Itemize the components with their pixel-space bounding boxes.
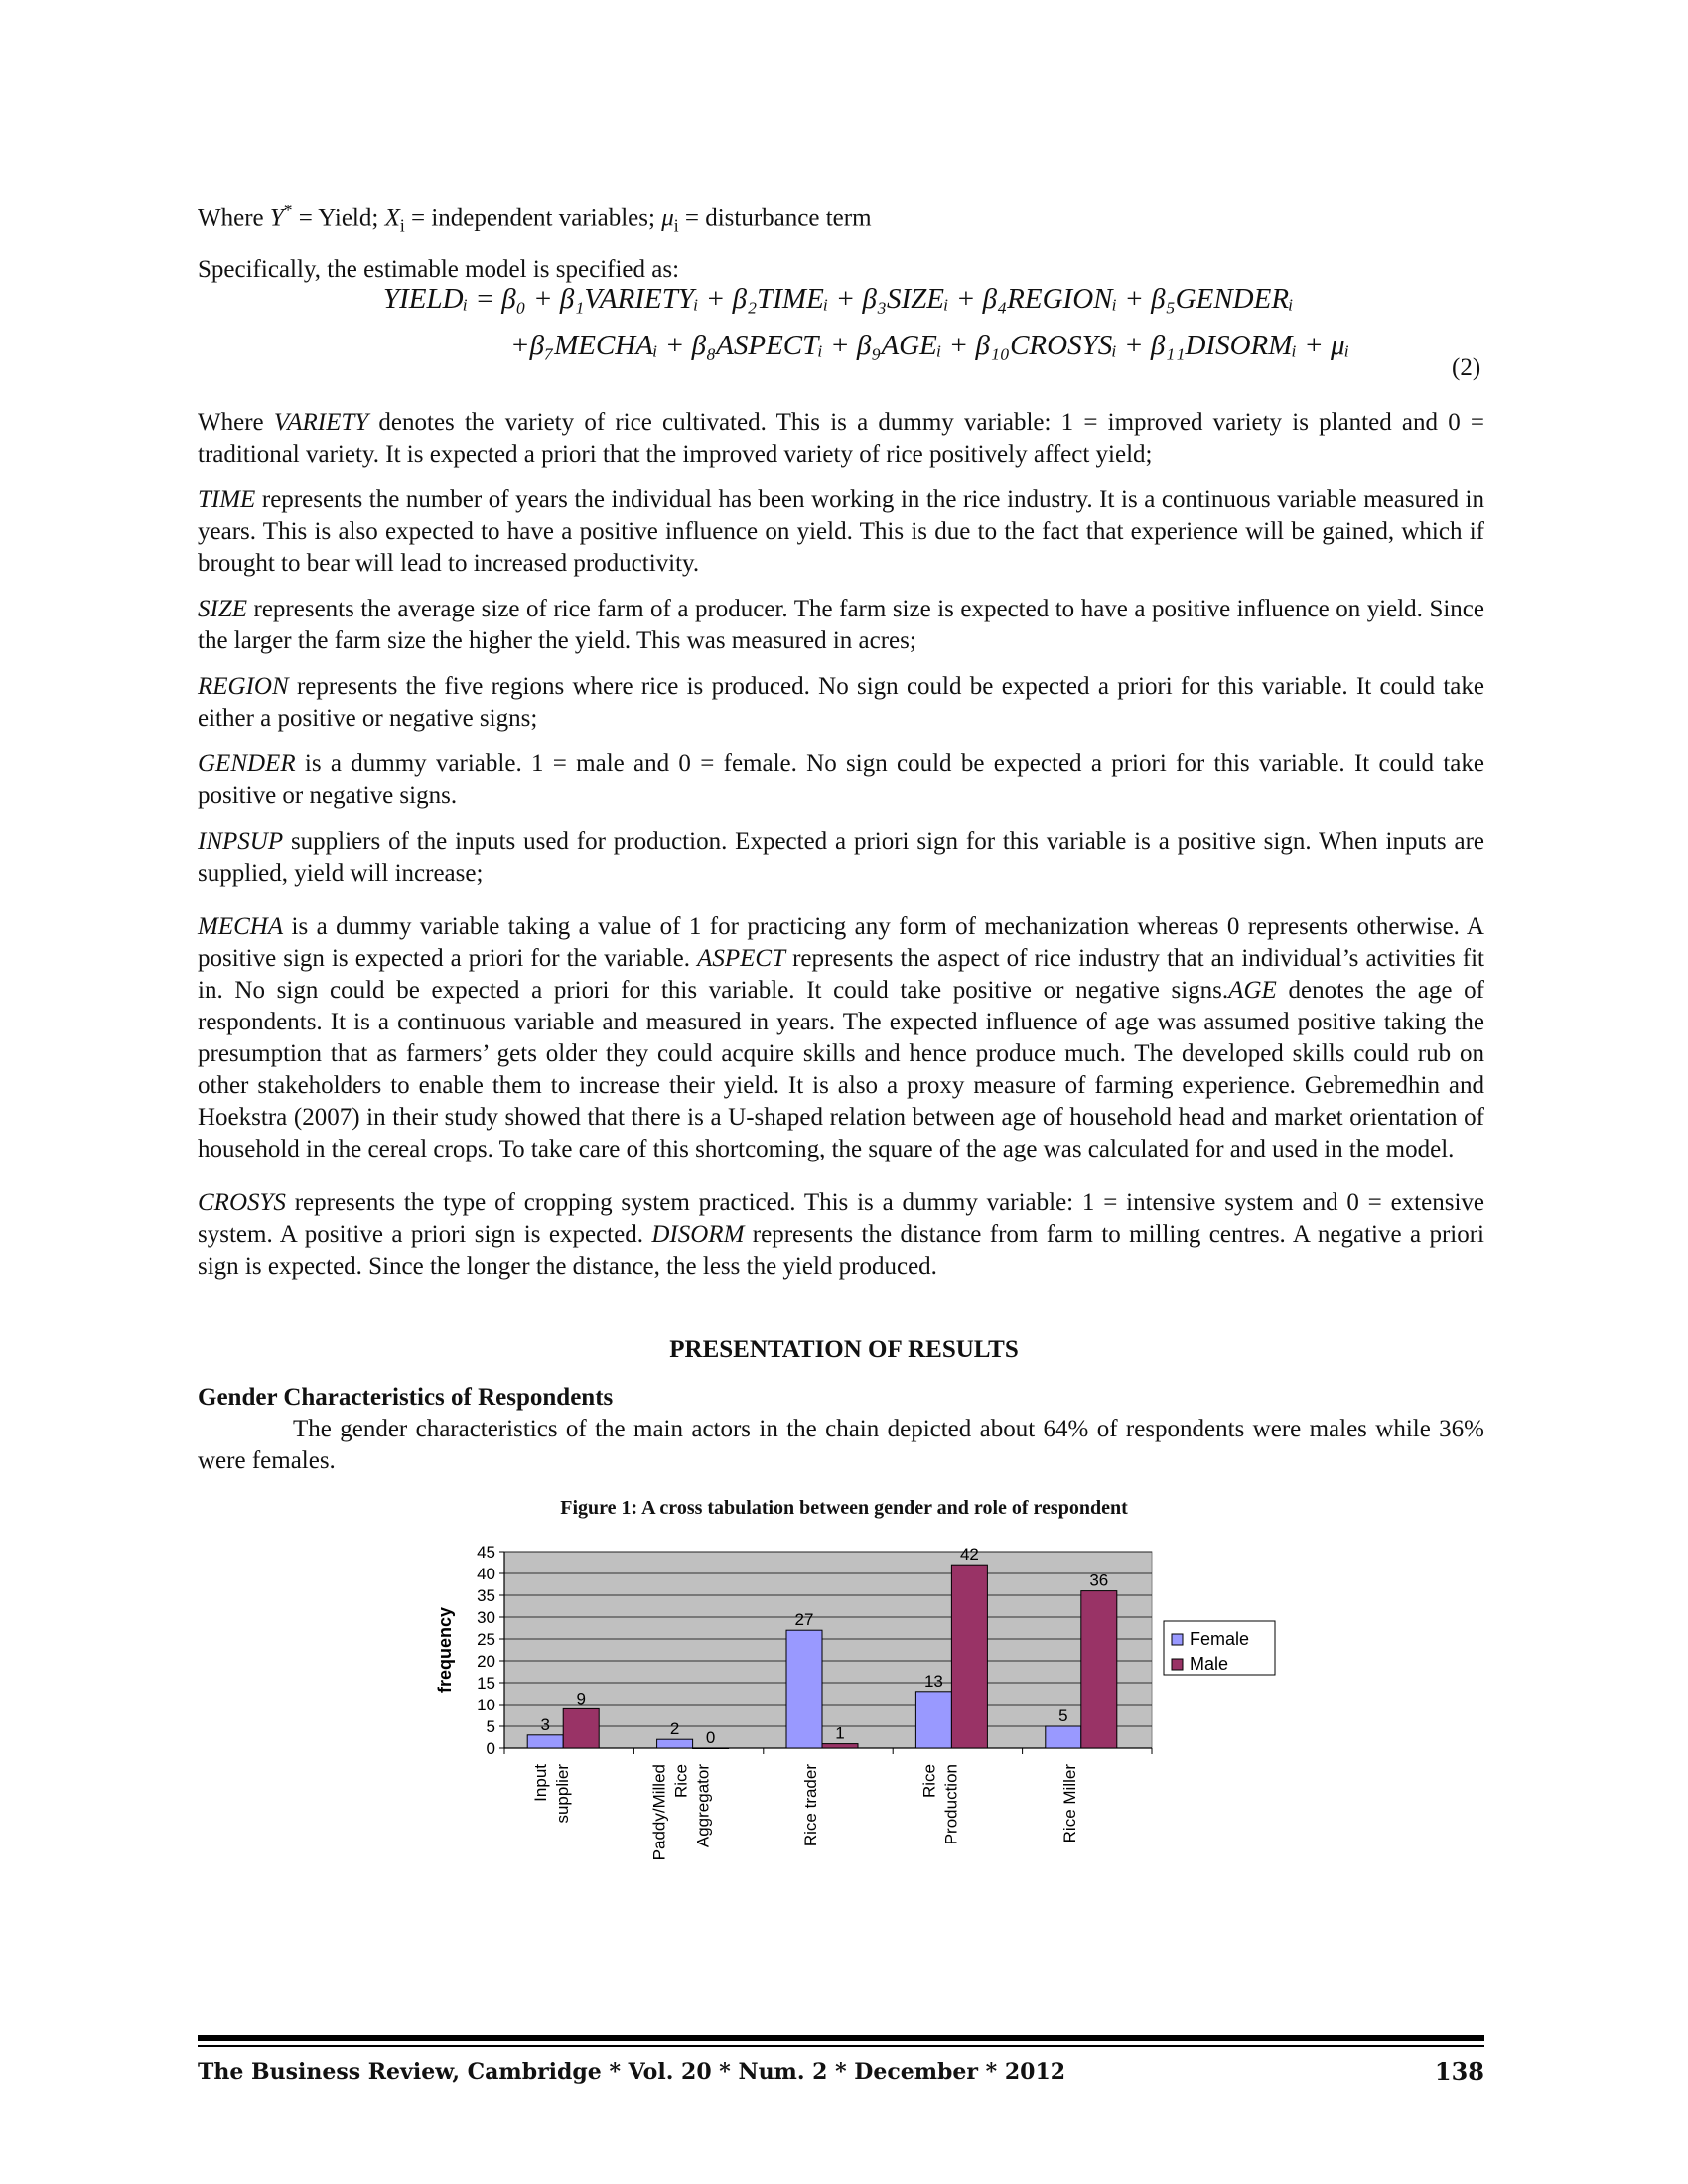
bar-female [786,1630,822,1748]
data-label: 3 [540,1714,550,1734]
category-label: Rice [919,1764,939,1799]
footer-journal: The Business Review, Cambridge * Vol. 20 * Num. 2 * December * 2012 [198,2059,1066,2085]
data-label: 9 [576,1689,586,1708]
gender-paragraph: The gender characteristics of the main actors in the chain depicted about 64% of respondents were males while 36% were females. [198,1416,1484,1474]
footer-rule [198,2035,1484,2041]
y-tick-label: 15 [477,1674,495,1693]
gender-role-bar-chart [417,1534,1281,1891]
paragraph-crosys: CROSYS represents the type of cropping system practiced. This is a dummy variable: 1 = intensive system and 0 = extensive system. A positive a priori sign is expected. DISORM represents the distance from farm to milling centres. A negative a priori sign is expected. Since the longer the distance, the less the yield produced. [198,1189,1484,1280]
data-label: 13 [923,1671,943,1691]
y-tick-label: 30 [477,1608,495,1627]
y-tick-label: 25 [477,1630,495,1649]
variable-definitions [198,407,1484,1283]
bar-male [693,1748,729,1749]
paragraph-variety: Where VARIETY denotes the variety of rice cultivated. This is a dummy variable: 1 = improved variety is planted and 0 = traditional variety. It is expected a priori that the improved variety of rice positively affect yield; [198,409,1485,468]
page-number: 138 [1434,2057,1484,2086]
bar-male [1081,1591,1117,1748]
figure-caption: Figure 1: A cross tabulation between gender and role of respondent [560,1497,1128,1519]
paragraph-mecha: MECHA is a dummy variable taking a value of 1 for practicing any form of mechanization whereas 0 represents otherwise. A positive sign is expected a priori for the variable. ASPECT represents the aspect of rice industry that an individual’s activities fit in. No sign could be expected a priori for this variable. It could take positive or negative signs.AGE denotes the age of respondents. It is a continuous variable and measured in years. The expected influence of age was assumed positive taking the presumption that as farmers’ gets older they could acquire skills and hence produce much. The developed skills could rub on other stakeholders to enable them to increase their yield. It is also a proxy measure of farming experience. Gebremedhin and Hoekstra (2007) in their study showed that there is a U-shaped relation between age of household head and market orientation of household in the cereal crops. To take care of this shortcoming, the square of the age was calculated for and used in the model. [198,913,1484,1162]
legend-label: Male [1190,1654,1229,1674]
legend-label: Female [1190,1629,1250,1649]
legend-swatch [1172,1659,1183,1670]
y-tick-label: 0 [486,1739,495,1758]
equation-number: (2) [1452,354,1481,381]
equation-line-1: YIELDᵢ = β₀ + β₁VARIETYᵢ + β₂TIMEᵢ + β₃SIZEᵢ + β₄REGIONᵢ + β₅GENDERᵢ [383,283,1294,315]
data-label: 36 [1089,1570,1109,1590]
section-heading: PRESENTATION OF RESULTS [669,1336,1019,1363]
y-tick-label: 35 [477,1586,495,1605]
paragraph-region: REGION represents the five regions where rice is produced. No sign could be expected a priori for this variable. It could take either a positive or negative signs; [198,673,1484,732]
data-label: 5 [1058,1706,1068,1725]
category-label: Rice [671,1764,691,1799]
y-tick-label: 5 [486,1717,495,1736]
y-axis-title: frequency [435,1606,455,1694]
equation-line-2: +β₇MECHAᵢ + β₈ASPECTᵢ + β₉AGEᵢ + β₁₀CROSYSᵢ + β₁₁DISORMᵢ + μᵢ [510,330,1350,361]
data-label: 2 [669,1719,680,1739]
bar-female [527,1735,563,1748]
data-label: 1 [835,1723,845,1743]
bar-male [563,1708,599,1748]
y-tick-label: 10 [477,1696,495,1714]
bar-female [915,1692,951,1748]
category-label: supplier [553,1764,573,1824]
y-tick-label: 40 [477,1565,495,1583]
paragraph-size: SIZE represents the average size of rice farm of a producer. The farm size is expected to have a positive influence on yield. Since the larger the farm size the higher the yield. This was measured in acres; [198,596,1484,654]
data-label: 42 [959,1545,979,1565]
category-label: Rice Miller [1059,1764,1079,1843]
footer-rule-thin [198,2045,1484,2047]
plot-area [504,1552,1152,1748]
category-label: Paddy/Milled [649,1764,669,1861]
subsection-heading: Gender Characteristics of Respondents [198,1384,614,1411]
y-tick-label: 45 [477,1543,495,1562]
y-tick-label: 20 [477,1652,495,1671]
legend-swatch [1172,1634,1183,1645]
bar-male [822,1744,858,1748]
category-label: Input [531,1764,551,1802]
where-line: Where Y* = Yield; $X_i$ = independent variables; $\mu_i$ = disturbance term [198,201,872,236]
category-label: Production [941,1764,961,1845]
paragraph-time: TIME represents the number of years the individual has been working in the rice industry. It is a continuous variable measured in years. This is also expected to have a positive influence on yield. This is due to the fact that experience will be gained, which if brought to bear will lead to increased productivity. [198,486,1484,577]
paragraph-inpsup: INPSUP suppliers of the inputs used for production. Expected a priori sign for this variable is a positive sign. When inputs are supplied, yield will increase; [198,828,1484,887]
bar-female [657,1739,693,1748]
bar-female [1046,1726,1081,1748]
bar-male [951,1565,987,1748]
model-intro: Specifically, the estimable model is specified as: [198,256,680,283]
data-label: 27 [794,1610,814,1630]
category-label: Rice trader [801,1764,820,1847]
data-label: 0 [705,1728,716,1747]
paragraph-gender: GENDER is a dummy variable. 1 = male and 0 = female. No sign could be expected a priori for this variable. It could take positive or negative signs. [198,751,1484,809]
category-label: Aggregator [693,1764,713,1848]
